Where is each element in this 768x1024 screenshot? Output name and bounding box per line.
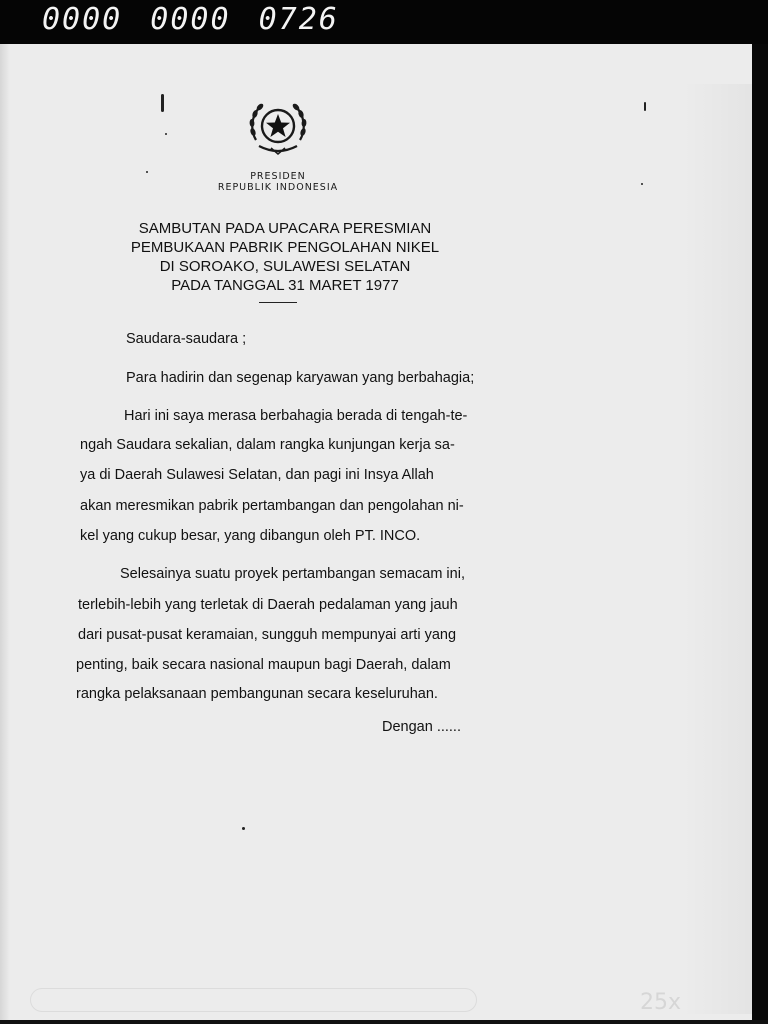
paragraph-line: Selesainya suatu proyek pertambangan semacam ini, [120, 566, 465, 582]
ink-speck [161, 94, 164, 112]
ink-speck [641, 183, 643, 185]
film-bottom-border [0, 1020, 768, 1024]
title-underline-rule [259, 302, 297, 303]
page-left-shadow [0, 44, 10, 1020]
reduction-ratio-mark: 25x [640, 990, 682, 1015]
ink-speck [165, 133, 167, 135]
paragraph-line: ya di Daerah Sulawesi Selatan, dan pagi ini Insya Allah [80, 467, 434, 483]
ink-speck [644, 102, 646, 111]
paragraph-line: penting, baik secara nasional maupun bagi Daerah, dalam [76, 657, 451, 673]
greeting-line: Saudara-saudara ; [126, 331, 247, 347]
paragraph-line: terlebih-lebih yang terletak di Daerah pedalaman yang jauh [78, 597, 458, 613]
frame-code: 0000 0000 0726 [42, 2, 339, 37]
paragraph-line: ngah Saudara sekalian, dalam rangka kunjungan kerja sa- [80, 437, 455, 453]
page-bottom-edge [30, 988, 477, 1012]
paragraph-line: akan meresmikan pabrik pertambangan dan pengolahan ni- [80, 498, 464, 514]
film-right-border [752, 44, 768, 1024]
paragraph-line: Hari ini saya merasa berbahagia berada di tengah-te- [124, 408, 468, 424]
garuda-emblem-icon [245, 96, 311, 160]
letterhead-line-2: REPUBLIK INDONESIA [217, 182, 339, 193]
film-header-strip [0, 0, 768, 44]
ink-speck [146, 171, 148, 173]
greeting-line: Para hadirin dan segenap karyawan yang berbahagia; [126, 370, 475, 386]
speech-title-line-1: SAMBUTAN PADA UPACARA PERESMIAN [138, 220, 432, 237]
letterhead-line-1: PRESIDEN [250, 171, 306, 182]
page-right-shade [682, 84, 752, 1014]
continuation-catchword: Dengan ...... [382, 719, 461, 735]
speech-title-line-3: DI SOROAKO, SULAWESI SELATAN [159, 258, 411, 275]
speech-title-line-2: PEMBUKAAN PABRIK PENGOLAHAN NIKEL [130, 239, 440, 256]
paragraph-line: rangka pelaksanaan pembangunan secara keseluruhan. [76, 686, 438, 702]
paragraph-line: kel yang cukup besar, yang dibangun oleh PT. INCO. [80, 528, 421, 544]
ink-speck [242, 827, 245, 830]
document-page [0, 44, 752, 1020]
paragraph-line: dari pusat-pusat keramaian, sungguh mempunyai arti yang [78, 627, 457, 643]
speech-title-line-4: PADA TANGGAL 31 MARET 1977 [171, 277, 399, 294]
